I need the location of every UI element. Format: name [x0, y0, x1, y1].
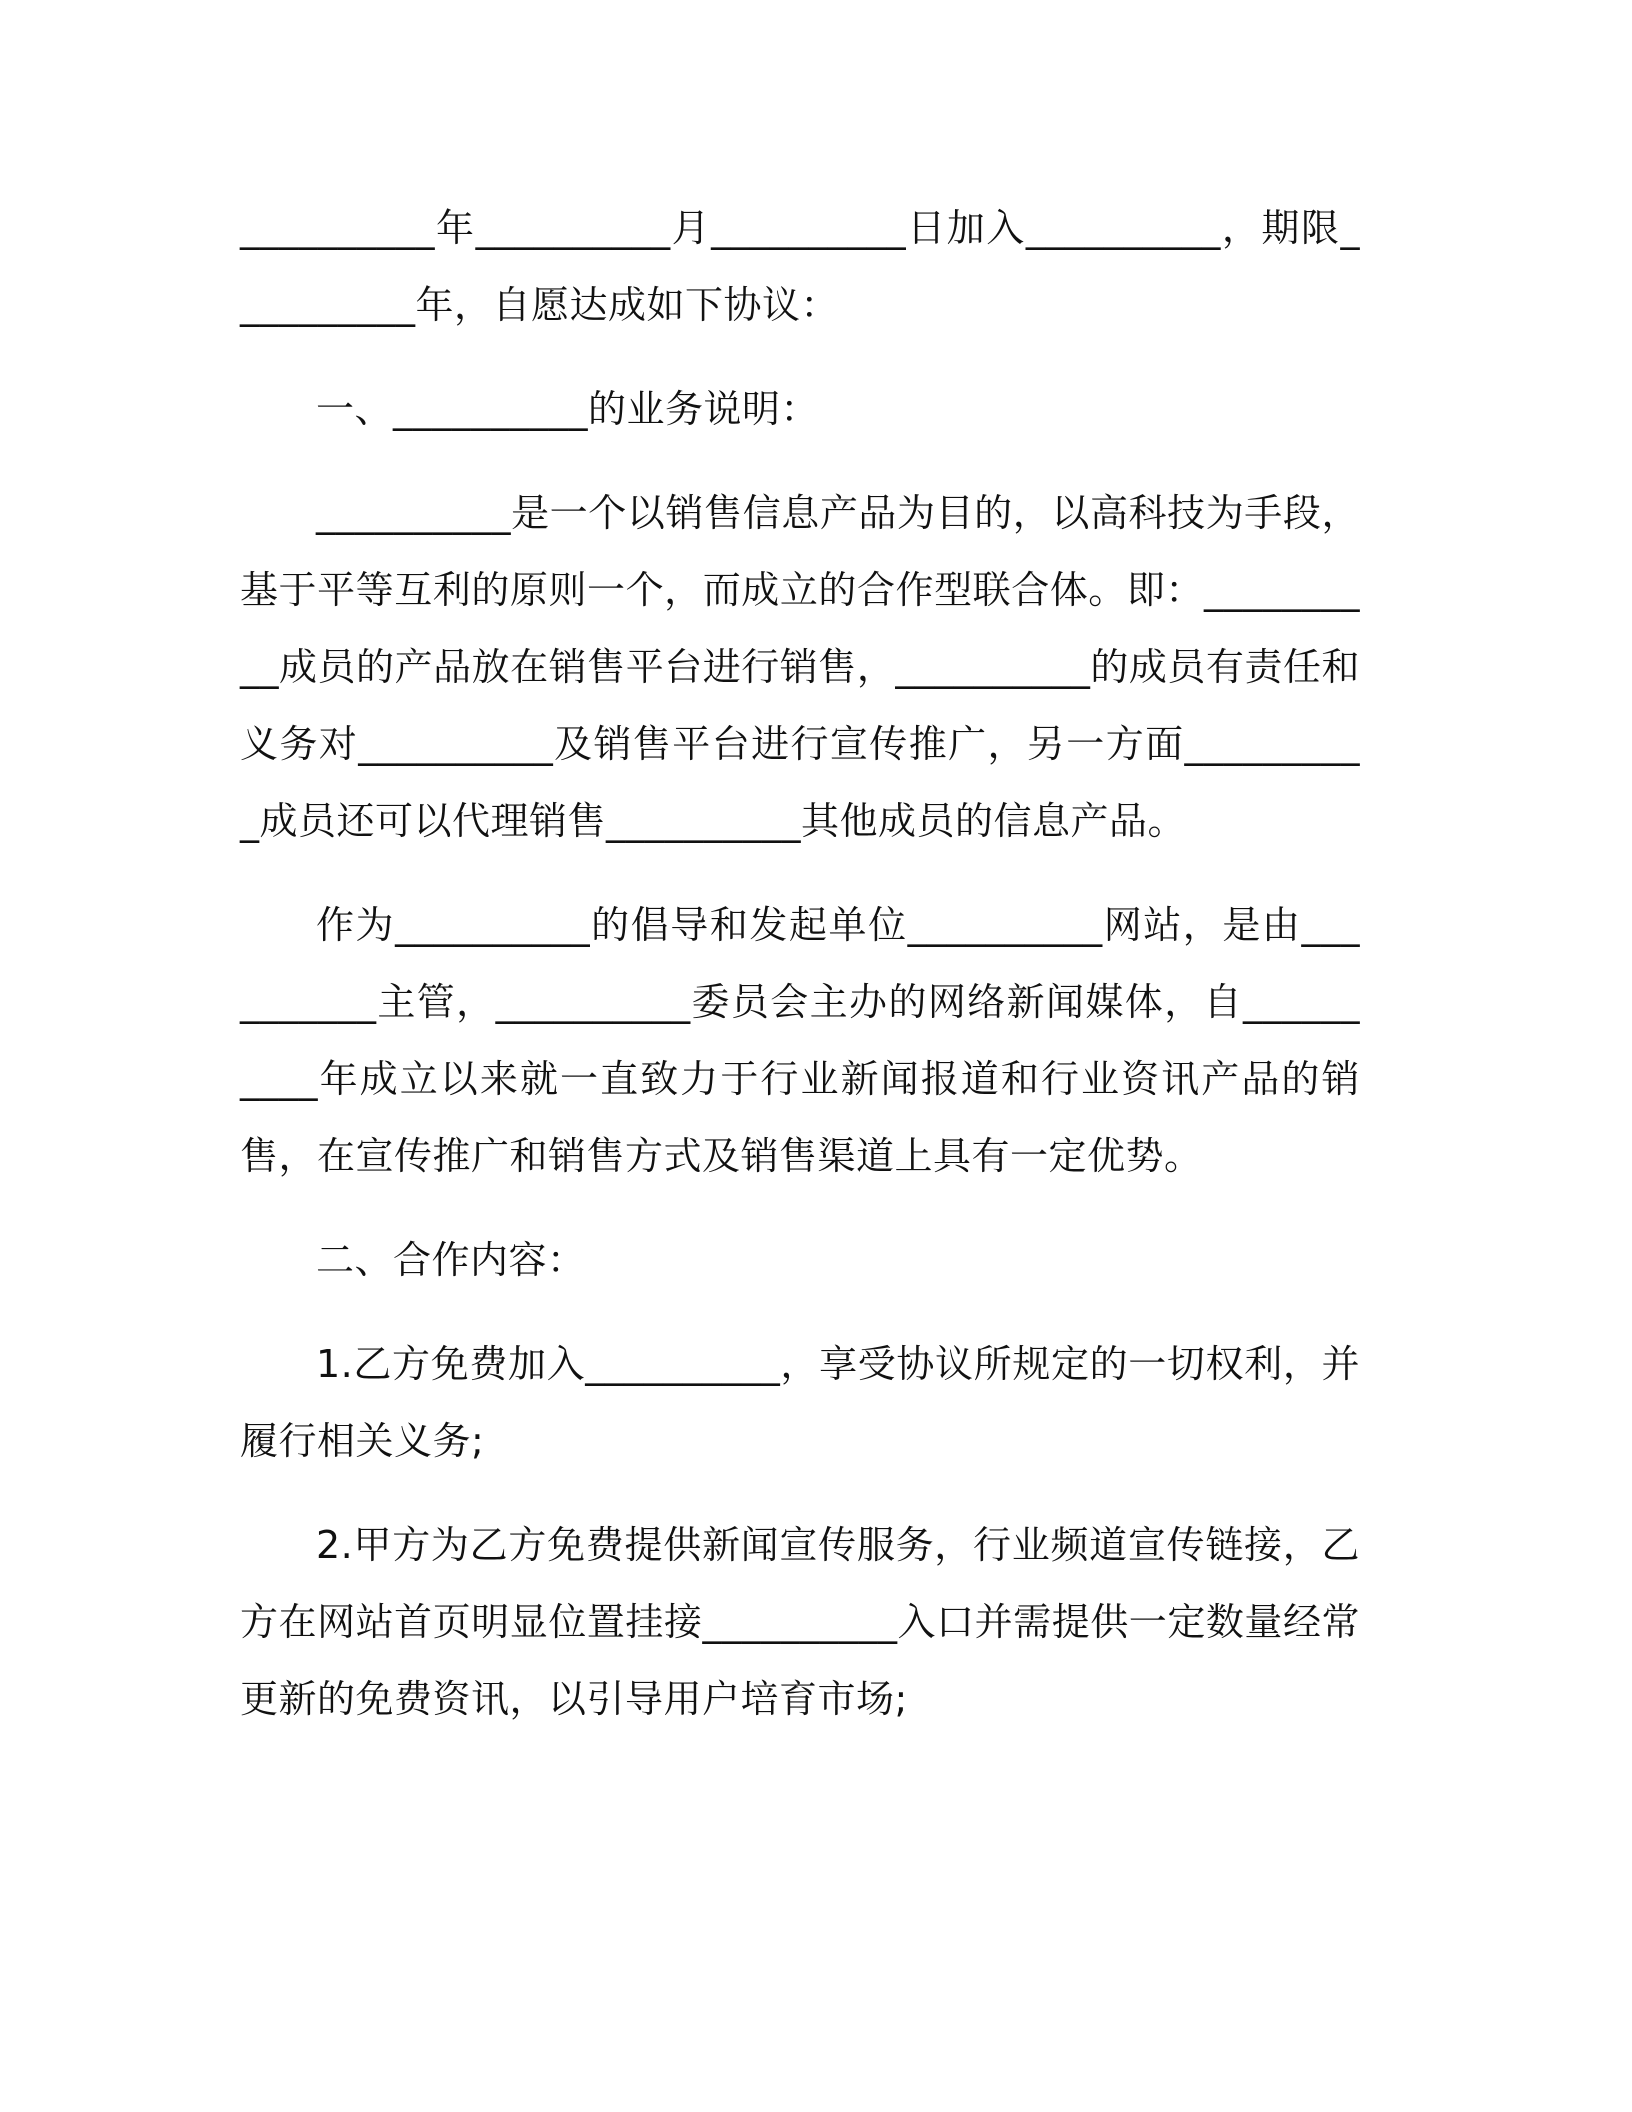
document-body [240, 190, 1360, 1765]
section-1-heading: 一、__________的业务说明： [316, 387, 820, 431]
section-2-heading: 二、合作内容： [316, 1238, 586, 1282]
cooperation-item-1: 1.乙方免费加入__________，享受协议所规定的一切权利，并履行相关义务; [240, 1342, 1360, 1463]
cooperation-item-2: 2.甲方为乙方免费提供新闻宣传服务，行业频道宣传链接，乙方在网站首页明显位置挂接__________入口并需提供一定数量经常更新的免费资讯，以引导用户培育市场; [240, 1523, 1360, 1721]
intro-paragraph: __________年__________月__________日加入__________，期限__________年，自愿达成如下协议： [240, 206, 1360, 327]
initiator-paragraph: 作为__________的倡导和发起单位__________网站，是由__________主管，__________委员会主办的网络新闻媒体，自__________年成立以来就一直致力于行业新闻报道和行业资讯产品的销售，在宣传推广和销售方式及销售渠道上具有一定优势。 [240, 903, 1360, 1178]
business-description-paragraph: __________是一个以销售信息产品为目的，以高科技为手段，基于平等互利的原则一个，而成立的合作型联合体。即：__________成员的产品放在销售平台进行销售，__________的成员有责任和义务对__________及销售平台进行宣传推广，另一方面__________成员还可以代理销售__________其他成员的信息产品。 [240, 491, 1360, 843]
